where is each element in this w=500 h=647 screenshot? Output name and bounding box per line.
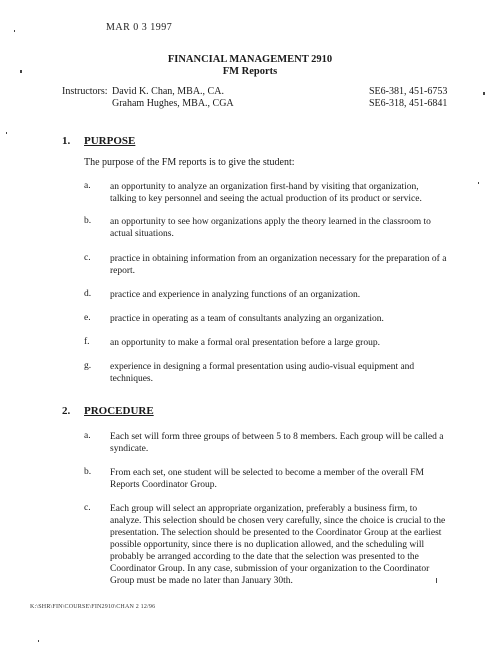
list-marker: b. <box>84 216 92 226</box>
instructor-contact: SE6-381, 451-6753 <box>369 86 448 97</box>
list-marker: g. <box>84 361 92 371</box>
purpose-intro: The purpose of the FM reports is to give the student: <box>84 157 295 168</box>
list-item-line: talking to key personnel and seeing the actual production of its product or service. <box>110 194 422 204</box>
list-item <box>110 289 480 301</box>
list-item-line: analyze. This selection should be chosen very carefully, since the choice is crucial to the <box>110 516 446 526</box>
list-item-line: actual situations. <box>110 229 174 239</box>
list-item-line: Group must be made no later than January 30th. <box>110 576 293 586</box>
list-item <box>110 361 480 385</box>
scan-speck <box>478 182 479 184</box>
list-item <box>110 216 480 240</box>
list-marker: c. <box>84 503 91 513</box>
list-item-line: presentation. The selection should be presented to the Coordinator Group at the earliest <box>110 528 442 538</box>
course-title: FINANCIAL MANAGEMENT 2910 <box>167 54 333 65</box>
instructor-name: David K. Chan, MBA., CA. <box>112 86 224 97</box>
document-subtitle: FM Reports <box>222 66 278 77</box>
list-marker: b. <box>84 467 92 477</box>
list-item-line: Each group will select an appropriate organization, preferably a business firm, to <box>110 504 418 514</box>
list-item <box>110 181 480 205</box>
list-item-line: an opportunity to analyze an organization first-hand by visiting that organization, <box>110 182 419 192</box>
received-date-stamp: MAR 0 3 1997 <box>106 22 173 33</box>
list-item-line: techniques. <box>110 374 154 384</box>
section-number: 1. <box>62 135 71 147</box>
scan-speck <box>20 70 22 73</box>
list-marker: d. <box>84 289 92 299</box>
list-item <box>110 431 480 455</box>
section-heading-purpose: PURPOSE <box>84 135 136 147</box>
instructors-label: Instructors: <box>62 86 108 97</box>
list-item-line: report. <box>110 266 136 276</box>
list-marker: e. <box>84 313 91 323</box>
list-marker: c. <box>84 253 91 263</box>
list-item-line: practice in operating as a team of consultants analyzing an organization. <box>110 314 384 324</box>
list-item-line: Coordinator Group. In any case, submission of your organization to the Coordinator <box>110 564 430 574</box>
scan-speck <box>38 640 39 642</box>
list-item-line: syndicate. <box>110 444 149 454</box>
list-item-line: From each set, one student will be selected to become a member of the overall FM <box>110 468 424 478</box>
list-item <box>110 337 480 349</box>
list-marker: a. <box>84 431 91 441</box>
file-path-footer: K:\SHR\FIN\COURSE\FIN2910\CHAN 2 12/96 <box>30 604 156 610</box>
scan-speck <box>436 578 437 583</box>
list-item-line: probably be arranged according to the date that the selection was presented to the <box>110 552 419 562</box>
list-item <box>110 253 480 277</box>
section-heading-procedure: PROCEDURE <box>84 405 154 417</box>
list-marker: f. <box>84 337 90 347</box>
section-number: 2. <box>62 405 71 417</box>
list-item <box>110 467 480 491</box>
list-item-line: practice and experience in analyzing functions of an organization. <box>110 290 361 300</box>
list-item <box>110 313 480 325</box>
instructor-name: Graham Hughes, MBA., CGA <box>112 98 234 109</box>
list-item-line: practice in obtaining information from an organization necessary for the preparation of a <box>110 254 447 264</box>
list-item-line: possible opportunity, since there is no duplication allowed, and the scheduling will <box>110 540 425 550</box>
list-marker: a. <box>84 181 91 191</box>
list-item <box>110 503 480 587</box>
list-item-line: experience in designing a formal presentation using audio-visual equipment and <box>110 362 415 372</box>
scan-speck <box>6 132 7 134</box>
scan-speck <box>483 92 485 95</box>
scan-speck <box>14 30 15 32</box>
instructor-contact: SE6-318, 451-6841 <box>369 98 448 109</box>
list-item-line: an opportunity to see how organizations apply the theory learned in the classroom to <box>110 217 431 227</box>
list-item-line: an opportunity to make a formal oral presentation before a large group. <box>110 338 380 348</box>
list-item-line: Reports Coordinator Group. <box>110 480 217 490</box>
list-item-line: Each set will form three groups of between 5 to 8 members. Each group will be called a <box>110 432 444 442</box>
